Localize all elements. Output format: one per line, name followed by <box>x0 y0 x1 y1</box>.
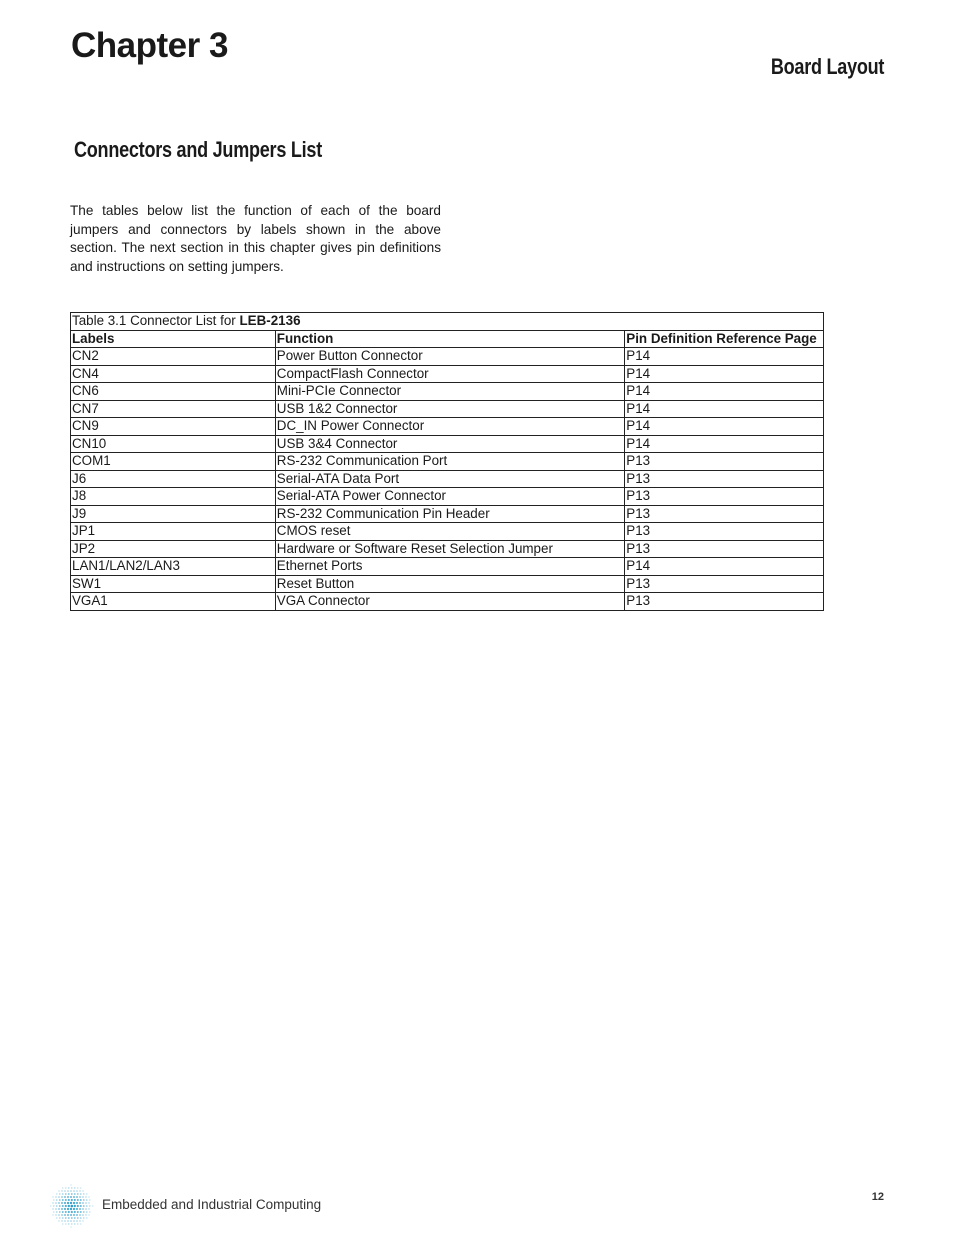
table-row <box>71 348 824 366</box>
table-caption-row <box>71 313 824 331</box>
subsection-title: Connectors and Jumpers List <box>74 137 322 162</box>
cell-label: J9 <box>71 505 276 523</box>
cell-reference: P13 <box>625 488 824 506</box>
cell-reference: P14 <box>625 400 824 418</box>
cell-reference: P14 <box>625 383 824 401</box>
cell-label: CN6 <box>71 383 276 401</box>
cell-reference: P14 <box>625 348 824 366</box>
cell-reference: P14 <box>625 365 824 383</box>
cell-function: USB 3&4 Connector <box>275 435 624 453</box>
cell-function: Serial-ATA Data Port <box>275 470 624 488</box>
cell-function: Reset Button <box>275 575 624 593</box>
cell-reference: P13 <box>625 593 824 611</box>
cell-reference: P13 <box>625 523 824 541</box>
cell-reference: P13 <box>625 470 824 488</box>
cell-label: COM1 <box>71 453 276 471</box>
cell-label: JP1 <box>71 523 276 541</box>
cell-label: CN9 <box>71 418 276 436</box>
table-caption-model: LEB-2136 <box>239 313 301 328</box>
cell-reference: P13 <box>625 453 824 471</box>
cell-label: JP2 <box>71 540 276 558</box>
chapter-title: Chapter 3 <box>71 26 228 65</box>
table-row <box>71 435 824 453</box>
table-row <box>71 593 824 611</box>
table-row <box>71 470 824 488</box>
cell-function: RS-232 Communication Port <box>275 453 624 471</box>
cell-function: Mini-PCIe Connector <box>275 383 624 401</box>
table-body <box>71 348 824 611</box>
cell-function: Ethernet Ports <box>275 558 624 576</box>
table-row <box>71 575 824 593</box>
cell-reference: P13 <box>625 540 824 558</box>
dotted-globe-icon <box>48 1183 94 1229</box>
cell-function: Power Button Connector <box>275 348 624 366</box>
cell-function: USB 1&2 Connector <box>275 400 624 418</box>
cell-reference: P14 <box>625 558 824 576</box>
cell-reference: P14 <box>625 418 824 436</box>
cell-label: VGA1 <box>71 593 276 611</box>
cell-label: J6 <box>71 470 276 488</box>
cell-reference: P13 <box>625 505 824 523</box>
cell-label: CN7 <box>71 400 276 418</box>
cell-function: Serial-ATA Power Connector <box>275 488 624 506</box>
cell-function: DC_IN Power Connector <box>275 418 624 436</box>
cell-reference: P14 <box>625 435 824 453</box>
table-row <box>71 418 824 436</box>
cell-label: J8 <box>71 488 276 506</box>
cell-label: CN10 <box>71 435 276 453</box>
intro-paragraph: The tables below list the function of each of the board jumpers and connectors by labels shown in the above section. The next section in this chapter gives pin definitions and instructions on setting jumpers. <box>70 203 441 274</box>
table-row <box>71 540 824 558</box>
cell-label: LAN1/LAN2/LAN3 <box>71 558 276 576</box>
table-row <box>71 505 824 523</box>
footer-company-text: Embedded and Industrial Computing <box>102 1197 322 1212</box>
column-header-reference: Pin Definition Reference Page <box>625 330 824 348</box>
column-header-labels: Labels <box>71 330 276 348</box>
cell-reference: P13 <box>625 575 824 593</box>
table-header-row <box>71 330 824 348</box>
cell-function: RS-232 Communication Pin Header <box>275 505 624 523</box>
cell-function: VGA Connector <box>275 593 624 611</box>
page-number: 12 <box>871 1191 884 1203</box>
table-row <box>71 400 824 418</box>
cell-label: CN4 <box>71 365 276 383</box>
table-row <box>71 558 824 576</box>
cell-function: CompactFlash Connector <box>275 365 624 383</box>
cell-function: Hardware or Software Reset Selection Jumper <box>275 540 624 558</box>
column-header-function: Function <box>275 330 624 348</box>
table-row <box>71 488 824 506</box>
cell-label: SW1 <box>71 575 276 593</box>
table-caption-prefix: Table 3.1 Connector List for <box>72 313 240 328</box>
cell-function: CMOS reset <box>275 523 624 541</box>
section-title: Board Layout <box>770 54 884 79</box>
table-row <box>71 523 824 541</box>
table-row <box>71 365 824 383</box>
table-row <box>71 453 824 471</box>
table-row <box>71 383 824 401</box>
table-caption <box>71 313 824 331</box>
connector-table <box>70 312 824 611</box>
cell-label: CN2 <box>71 348 276 366</box>
